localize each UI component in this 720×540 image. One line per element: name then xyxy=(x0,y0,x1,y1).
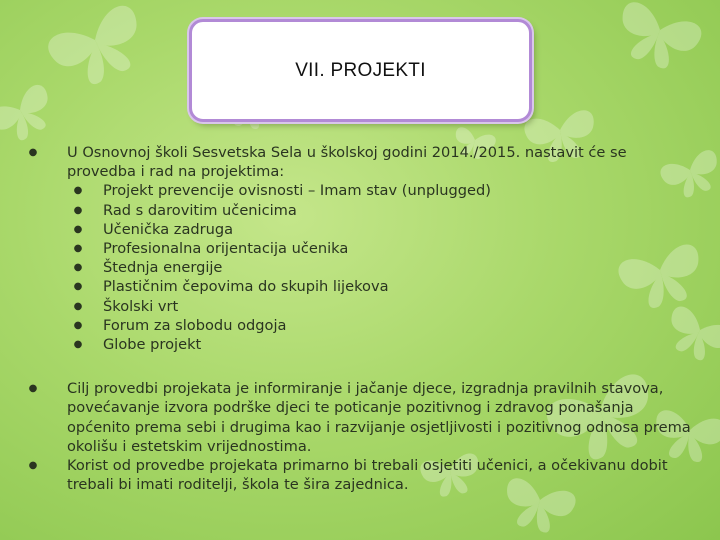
project-list xyxy=(67,181,698,354)
goal-text: Cilj provedbi projekata je informiranje i jačanje djece, izgradnja pravilnih stavova, povećavanje izvora podrške djeci te poticanje pozitivnog i zdravog ponašanja općenito prema sebi i drugima kao i razvijanje osjetljivosti i pozitivnog odnosa prema okolišu i estetskim vrijednostima. xyxy=(67,380,691,455)
list-item xyxy=(67,201,698,220)
list-item xyxy=(67,239,698,258)
list-item xyxy=(67,335,698,354)
project-label: Školski vrt xyxy=(103,297,179,315)
bullet-icon: ● xyxy=(73,185,83,197)
content-body xyxy=(28,143,698,494)
list-item xyxy=(67,316,698,335)
benefit-paragraph xyxy=(28,456,698,494)
butterfly-icon xyxy=(0,82,62,150)
bullet-icon: ● xyxy=(73,223,83,235)
list-item xyxy=(67,258,698,277)
bullet-icon: ● xyxy=(28,460,38,472)
goal-paragraph xyxy=(28,379,698,456)
bullet-icon: ● xyxy=(73,339,83,351)
intro-text: U Osnovnoj školi Sesvetska Sela u školskoj godini 2014./2015. nastavit će se provedba i rad na projektima: xyxy=(67,144,627,181)
intro-paragraph xyxy=(28,143,698,354)
bullet-icon: ● xyxy=(73,319,83,331)
bullet-icon: ● xyxy=(73,300,83,312)
list-item xyxy=(67,220,698,239)
project-label: Forum za slobodu odgoja xyxy=(103,316,287,334)
project-label: Profesionalna orijentacija učenika xyxy=(103,240,349,258)
bullet-icon: ● xyxy=(73,262,83,274)
bullet-icon: ● xyxy=(73,243,83,255)
butterfly-icon xyxy=(610,0,705,77)
bullet-icon: ● xyxy=(28,383,38,395)
project-label: Plastičnim čepovima do skupih lijekova xyxy=(103,278,389,296)
list-item xyxy=(67,297,698,316)
project-label: Rad s darovitim učenicima xyxy=(103,201,297,219)
bullet-icon: ● xyxy=(73,281,83,293)
project-label: Projekt prevencije ovisnosti – Imam stav (unplugged) xyxy=(103,182,491,200)
bullet-icon: ● xyxy=(73,204,83,216)
title-box xyxy=(189,19,532,122)
project-label: Štednja energije xyxy=(103,259,223,277)
project-label: Globe projekt xyxy=(103,336,202,354)
project-label: Učenička zadruga xyxy=(103,220,234,238)
butterfly-icon xyxy=(44,2,154,97)
list-item xyxy=(67,181,698,200)
benefit-text: Korist od provedbe projekata primarno bi trebali osjetiti učenici, a očekivanu dobit trebali bi imati roditelji, škola te šira zajednica. xyxy=(67,457,668,494)
bullet-icon: ● xyxy=(28,147,38,158)
list-item xyxy=(67,277,698,296)
page-title: VII. PROJEKTI xyxy=(295,59,426,81)
